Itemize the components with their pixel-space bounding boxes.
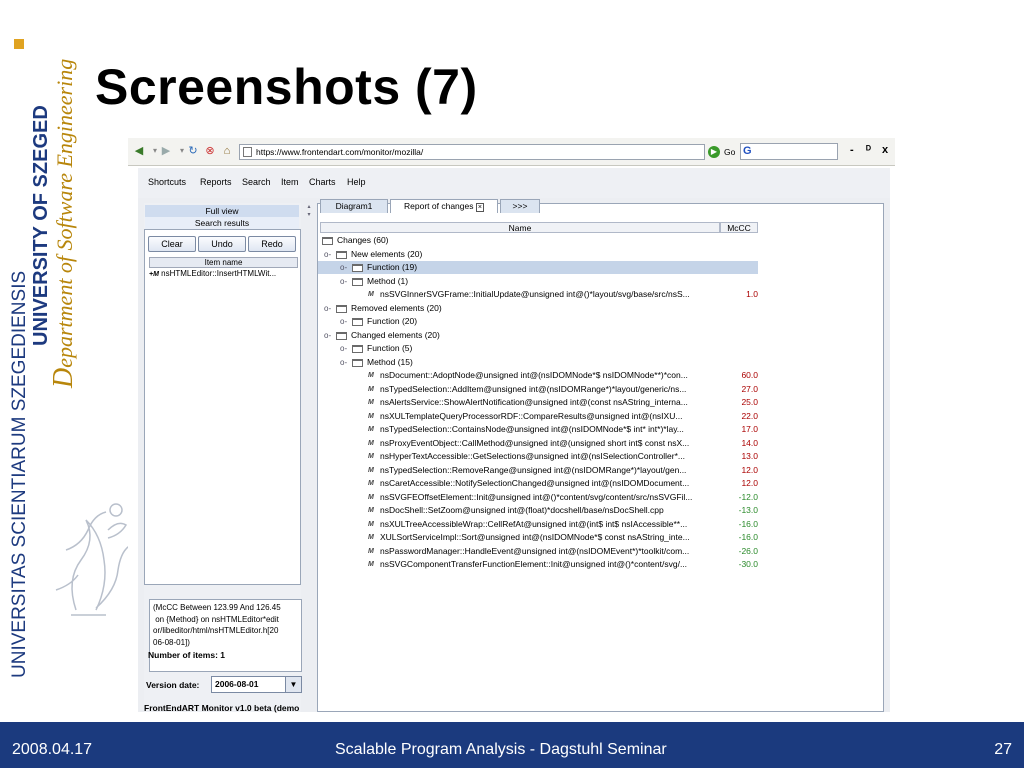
undo-button[interactable]: Undo <box>198 236 246 252</box>
mccc-value: 60.0 <box>741 370 758 380</box>
mccc-value: 25.0 <box>741 397 758 407</box>
mccc-value: 12.0 <box>741 464 758 475</box>
tree-label: New elements (20) <box>351 248 423 259</box>
tab-diagram1[interactable]: Diagram1 <box>320 199 388 213</box>
footer-date: 2008.04.17 <box>12 741 93 758</box>
tree-method-row[interactable] <box>318 369 758 382</box>
expand-toggle-icon[interactable]: o- <box>324 249 332 259</box>
tree-method-row[interactable] <box>318 545 758 558</box>
tree-label: Changes (60) <box>337 235 389 245</box>
tree-method-row[interactable] <box>318 437 758 450</box>
folder-icon <box>352 278 363 286</box>
page-number: 27 <box>994 741 1012 758</box>
folder-icon <box>336 251 347 259</box>
menu-shortcuts[interactable]: Shortcuts <box>148 177 187 187</box>
tree-folder-row[interactable] <box>318 248 758 261</box>
mccc-value: -30.0 <box>738 559 758 569</box>
tree-method-row[interactable] <box>318 396 758 409</box>
mccc-value: 14.0 <box>741 437 758 448</box>
tree-folder-row[interactable] <box>318 302 758 315</box>
tree-label: nsAlertsService::ShowAlertNotification@unsigned int@(const nsAString_interna... <box>380 397 688 407</box>
tree-method-row[interactable] <box>318 504 758 517</box>
mccc-value: 12.0 <box>741 478 758 488</box>
tree-label: nsSVGFEOffsetElement::Init@unsigned int@()*content/svg/content/src/nsSVGFil... <box>380 491 693 502</box>
folder-icon <box>322 237 333 245</box>
department-rest: epartment of Software Engineering <box>52 58 77 368</box>
left-panel <box>144 203 301 712</box>
splitter[interactable]: ▴ ▾ <box>307 204 311 218</box>
restore-button[interactable]: ᴰ <box>866 144 872 156</box>
tree-label: nsPasswordManager::HandleEvent@unsigned int@(nsIDOMEvent*)*toolkit/com... <box>380 545 690 556</box>
app-window <box>138 168 890 712</box>
university-name: UNIVERSITY OF SZEGED <box>30 105 52 346</box>
method-icon: M <box>368 547 374 555</box>
tree-label: nsXULTemplateQueryProcessorRDF::CompareResults@unsigned int@(nsIXU... <box>380 410 683 421</box>
tree-folder-row[interactable] <box>318 261 758 274</box>
redo-button[interactable]: Redo <box>248 236 296 252</box>
forward-icon[interactable]: ▶ <box>161 145 171 157</box>
tree-method-row[interactable] <box>318 491 758 504</box>
tree-method-row[interactable] <box>318 558 758 571</box>
method-icon: M <box>368 534 374 541</box>
item-label: nsHTMLEditor::InsertHTMLWit... <box>161 269 277 278</box>
tab-search-results[interactable]: Search results <box>145 217 299 229</box>
expand-toggle-icon[interactable]: o- <box>340 317 348 326</box>
go-icon[interactable]: ▶ <box>708 146 720 158</box>
slide-title: Screenshots (7) <box>95 59 478 115</box>
method-icon: M <box>368 426 374 433</box>
method-icon: M <box>368 385 374 393</box>
tree-label: Function (20) <box>367 316 418 326</box>
latin-university-name: UNIVERSITAS SCIENTIARUM SZEGEDIENSIS <box>9 270 30 678</box>
tree-label: nsHyperTextAccessible::GetSelections@unsigned int@(nsISelectionController*... <box>380 451 685 461</box>
minimize-button[interactable]: - <box>850 144 854 156</box>
forward-dropdown-icon[interactable]: ▾ <box>179 146 184 155</box>
mccc-value: -16.0 <box>738 532 758 542</box>
browser-toolbar <box>128 138 895 166</box>
tree-label: Removed elements (20) <box>351 302 442 313</box>
tree-label: Function (19) <box>367 262 418 272</box>
method-icon: M <box>368 291 374 298</box>
tree-label: nsTypedSelection::RemoveRange@unsigned int@(nsIDOMRange*)*layout/gen... <box>380 464 687 475</box>
tree-label: XULSortServiceImpl::Sort@unsigned int@(nsIDOMNode*$ const nsAString_inte... <box>380 532 690 542</box>
footer-bar <box>0 722 1024 768</box>
back-icon[interactable]: ◀ <box>134 145 144 157</box>
mccc-value: 22.0 <box>741 410 758 421</box>
method-icon: M <box>368 412 374 420</box>
menu-bar <box>138 168 890 198</box>
search-input[interactable] <box>740 143 838 160</box>
tree-folder-row[interactable] <box>318 342 758 355</box>
version-date-label: Version date: <box>146 680 200 690</box>
search-results-box <box>144 229 301 647</box>
folder-icon <box>352 359 363 367</box>
url-input[interactable] <box>239 144 705 160</box>
version-date-value: 2006-08-01 <box>215 679 259 689</box>
clear-button[interactable]: Clear <box>148 236 196 252</box>
reload-icon[interactable]: ↻ <box>188 145 198 157</box>
expand-toggle-icon[interactable]: o- <box>340 357 348 367</box>
tree-method-row[interactable] <box>318 410 758 423</box>
tree-label: nsProxyEventObject::CallMethod@unsigned int@(unsigned short int$ const nsX... <box>380 437 690 448</box>
stop-icon[interactable]: ⊗ <box>205 145 215 157</box>
tab-full-view[interactable]: Full view <box>145 205 299 217</box>
tab-more[interactable]: >>> <box>500 199 540 213</box>
method-icon: M <box>368 372 374 379</box>
item-count: Number of items: 1 <box>148 650 225 660</box>
mccc-value: 1.0 <box>746 289 758 299</box>
menu-item[interactable]: Item <box>281 177 299 187</box>
mccc-value: 17.0 <box>741 424 758 434</box>
close-tab-icon[interactable]: × <box>477 204 482 211</box>
method-icon: M <box>368 561 374 568</box>
tree-label: Changed elements (20) <box>351 329 440 340</box>
method-icon: M <box>368 466 374 474</box>
tree-label: nsSVGInnerSVGFrame::InitialUpdate@unsigned int@()*layout/svg/base/src/nsS... <box>380 289 690 299</box>
folder-icon <box>336 305 347 313</box>
tree-label: nsTypedSelection::ContainsNode@unsigned int@(nsIDOMNode*$ int* int*)*lay... <box>380 424 684 434</box>
tree-label: Method (1) <box>367 275 409 286</box>
tree-folder-row[interactable] <box>318 234 758 247</box>
mccc-value: -12.0 <box>738 491 758 502</box>
folder-icon <box>336 332 347 340</box>
version-date-select[interactable] <box>211 676 302 693</box>
department-initial: D <box>48 367 79 388</box>
mccc-value: -16.0 <box>738 518 758 529</box>
expand-toggle-icon[interactable]: o- <box>340 344 348 353</box>
folder-icon <box>352 318 363 326</box>
tab-report-label: Report of changes <box>404 201 474 211</box>
mccc-value: -13.0 <box>738 505 758 515</box>
menu-reports[interactable]: Reports <box>200 177 232 187</box>
tree-label: nsCaretAccessible::NotifySelectionChanged@unsigned int@(nsIDOMDocument... <box>380 478 690 488</box>
accent-square <box>14 39 24 49</box>
item-name-header[interactable]: Item name <box>149 257 298 268</box>
method-icon: M <box>368 439 374 447</box>
tree-label: nsDocShell::SetZoom@unsigned int@(float)*docshell/base/nsDocShell.cpp <box>380 505 664 515</box>
tab-report-of-changes[interactable] <box>390 199 498 213</box>
mccc-value: 27.0 <box>741 383 758 394</box>
chevron-down-icon[interactable]: ▼ <box>285 677 301 692</box>
tree-label: nsSVGComponentTransferFunctionElement::Init@unsigned int@()*content/svg/... <box>380 559 688 569</box>
tree-method-row[interactable] <box>318 518 758 531</box>
menu-charts[interactable]: Charts <box>309 177 336 187</box>
tree-folder-row[interactable] <box>318 315 758 328</box>
method-icon: M <box>368 520 374 528</box>
google-icon: G <box>743 145 752 157</box>
footer-title: Scalable Program Analysis - Dagstuhl Seminar <box>335 741 667 758</box>
tree-method-row[interactable] <box>318 288 758 301</box>
list-item[interactable] <box>149 269 276 278</box>
tree-label: nsDocument::AdoptNode@unsigned int@(nsIDOMNode*$ nsIDOMNode**)*con... <box>380 370 688 380</box>
menu-help[interactable]: Help <box>347 177 366 187</box>
product-name: FrontEndART Monitor v1.0 beta (demo <box>144 703 300 713</box>
method-icon: M <box>368 399 374 406</box>
tree-label: nsXULTreeAccessibleWrap::CellRefAt@unsigned int@(int$ int$ nsIAccessible**... <box>380 518 688 529</box>
tree-folder-row[interactable] <box>318 356 758 369</box>
url-text: https://www.frontendart.com/monitor/mozilla/ <box>256 147 424 157</box>
tree-label: Function (5) <box>367 343 413 353</box>
tree-method-row[interactable] <box>318 423 758 436</box>
tree-method-row[interactable] <box>318 477 758 490</box>
mccc-value: -26.0 <box>738 545 758 556</box>
method-icon: M <box>368 480 374 487</box>
item-details: (McCC Between 123.99 And 126.45 on {Method} on nsHTMLEditor*edit or/libeditor/html/nsHTMLEditor.h[20 06-08-01]) <box>149 599 302 672</box>
tree-folder-row[interactable] <box>318 329 758 342</box>
department-name <box>48 59 80 388</box>
column-name-header[interactable]: Name <box>320 222 720 233</box>
report-panel <box>317 203 884 712</box>
expand-toggle-icon[interactable]: o- <box>324 303 332 313</box>
tree-method-row[interactable] <box>318 531 758 544</box>
tree-method-row[interactable] <box>318 383 758 396</box>
folder-icon <box>352 345 363 353</box>
tree-method-row[interactable] <box>318 464 758 477</box>
home-icon[interactable]: ⌂ <box>223 145 231 157</box>
mccc-value: 13.0 <box>741 451 758 461</box>
expand-toggle-icon[interactable]: o- <box>340 276 348 286</box>
method-icon: M <box>368 453 374 460</box>
go-label[interactable]: Go <box>724 147 736 157</box>
expand-toggle-icon[interactable]: o- <box>324 330 332 340</box>
close-button[interactable]: x <box>882 144 889 156</box>
back-dropdown-icon[interactable]: ▾ <box>152 146 157 155</box>
browser-screenshot <box>128 138 895 712</box>
folder-icon <box>352 264 363 272</box>
tree-label: Method (15) <box>367 356 413 367</box>
method-icon: M <box>368 493 374 501</box>
tree-label: nsTypedSelection::AddItem@unsigned int@(nsIDOMRange*)*layout/generic/ns... <box>380 383 687 394</box>
menu-search[interactable]: Search <box>242 177 271 187</box>
method-icon: M <box>368 507 374 514</box>
expand-toggle-icon[interactable]: o- <box>340 263 348 272</box>
university-emblem-icon <box>46 490 134 620</box>
column-mccc-header[interactable]: McCC <box>720 222 758 233</box>
page-icon <box>243 147 252 157</box>
tree-folder-row[interactable] <box>318 275 758 288</box>
tree-method-row[interactable] <box>318 450 758 463</box>
method-icon: +M <box>149 271 159 278</box>
